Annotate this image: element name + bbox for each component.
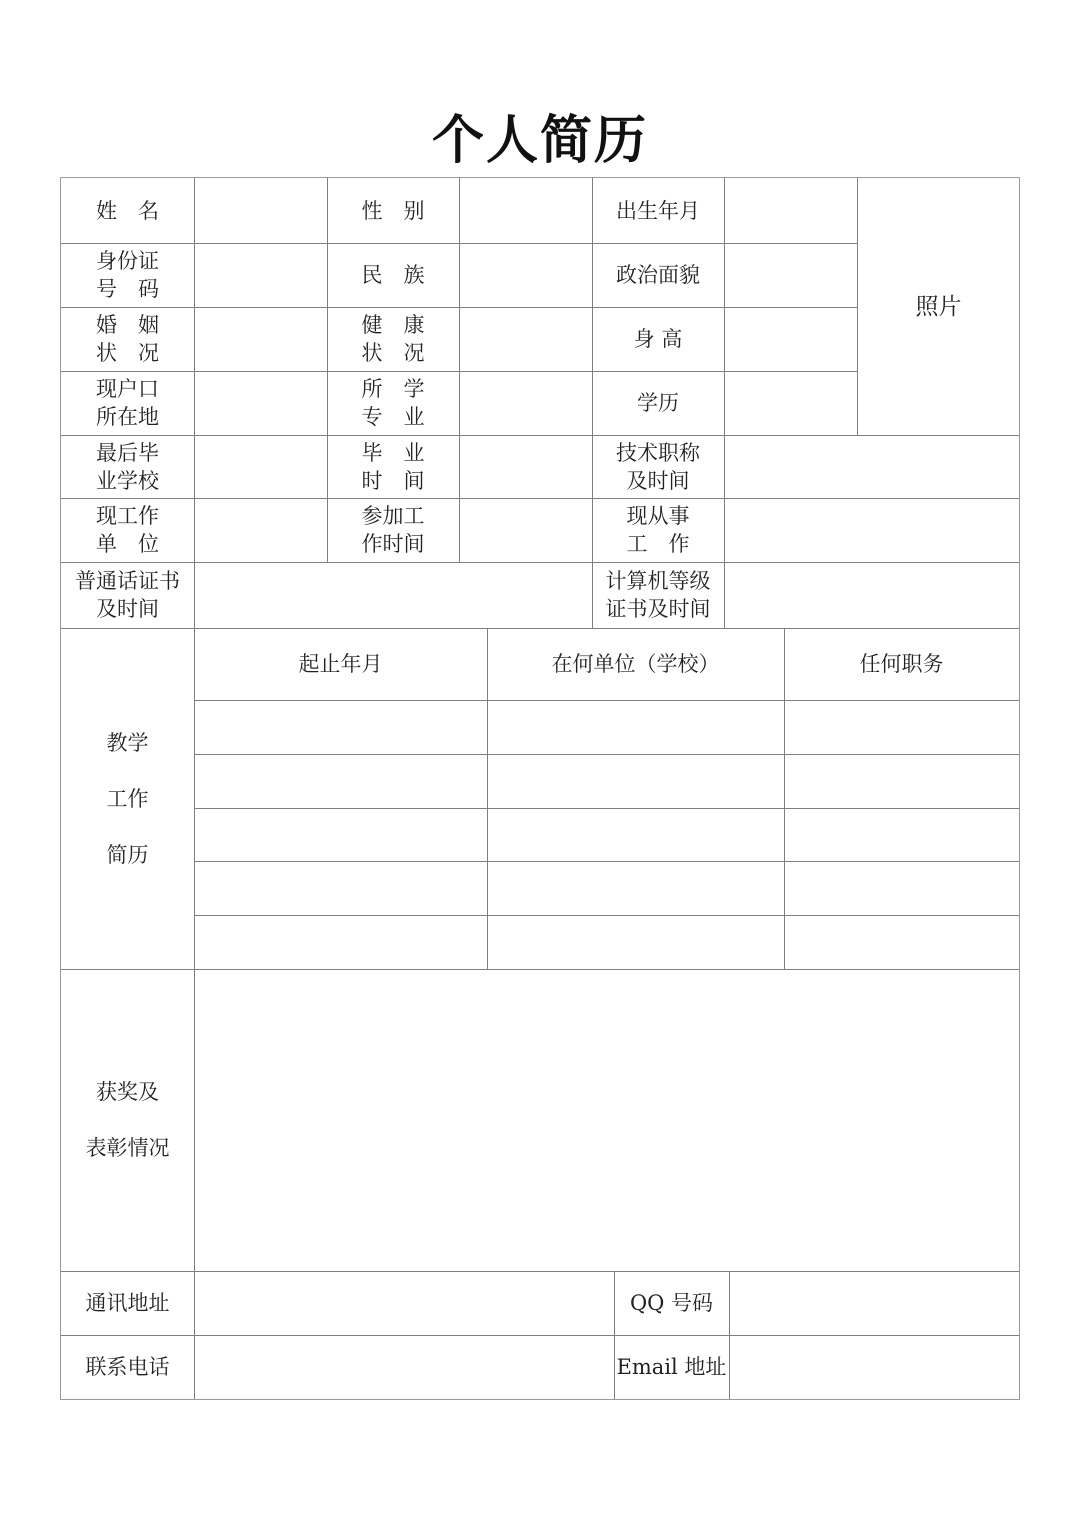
resume-form-table <box>60 177 1020 1400</box>
label-computer <box>592 562 724 628</box>
label-height: 身 高 <box>633 327 683 351</box>
label-work-history <box>61 628 194 969</box>
label-line: 及时间 <box>626 468 690 493</box>
label-line: 获奖及 <box>96 1080 159 1104</box>
label-line: 简历 <box>106 842 149 867</box>
label-tech-title <box>592 435 724 498</box>
label-birth: 出生年月 <box>616 198 700 223</box>
work-unit-field[interactable] <box>195 499 327 562</box>
label-line: 工作 <box>106 786 149 811</box>
label-line: 现从事 <box>626 504 690 528</box>
label-ethnicity: 民 族 <box>361 263 425 287</box>
label-line: 证书及时间 <box>605 597 711 621</box>
label-line: 教学 <box>106 730 149 755</box>
label-graduation <box>327 435 459 498</box>
label-line: 技术职称 <box>616 440 700 465</box>
name-field[interactable] <box>195 178 327 243</box>
label-line: 状 况 <box>361 341 425 365</box>
label-id-number <box>61 243 194 307</box>
history-period-cell[interactable] <box>195 916 487 969</box>
graduation-field[interactable] <box>460 436 592 498</box>
label-current-work <box>592 498 724 562</box>
label-name: 姓 名 <box>96 198 159 223</box>
label-household <box>61 371 194 435</box>
label-marital <box>61 307 194 371</box>
history-period-cell[interactable] <box>195 862 487 915</box>
history-unit-cell[interactable] <box>488 701 784 754</box>
label-mandarin <box>61 562 194 628</box>
awards-field[interactable] <box>195 970 1019 1271</box>
label-join-time <box>327 498 459 562</box>
history-position-cell[interactable] <box>785 916 1019 969</box>
label-line: 所在地 <box>96 405 159 429</box>
history-period-cell[interactable] <box>195 755 487 808</box>
label-line: 状 况 <box>96 341 159 365</box>
history-unit-cell[interactable] <box>488 862 784 915</box>
label-gender: 性 别 <box>361 198 425 223</box>
health-field[interactable] <box>460 308 592 371</box>
ethnicity-field[interactable] <box>460 244 592 307</box>
label-school <box>61 435 194 498</box>
page-title: 个人简历 <box>431 110 648 171</box>
history-period-cell[interactable] <box>195 809 487 861</box>
email-field[interactable] <box>730 1336 1019 1399</box>
label-address: 通讯地址 <box>85 1291 170 1315</box>
column-header-unit: 在何单位（学校） <box>551 652 720 676</box>
history-position-cell[interactable] <box>785 755 1019 808</box>
label-line: 毕 业 <box>361 440 425 465</box>
join-time-field[interactable] <box>460 499 592 562</box>
history-position-cell[interactable] <box>785 701 1019 754</box>
computer-field[interactable] <box>725 563 1019 628</box>
label-line: 普通话证书 <box>75 569 180 593</box>
marital-field[interactable] <box>195 308 327 371</box>
history-position-cell[interactable] <box>785 809 1019 861</box>
label-line: 单 位 <box>96 532 159 556</box>
qq-field[interactable] <box>730 1272 1019 1335</box>
mandarin-field[interactable] <box>195 563 592 628</box>
id-number-field[interactable] <box>195 244 327 307</box>
label-line: 时 间 <box>361 468 425 493</box>
address-field[interactable] <box>195 1272 614 1335</box>
label-line: 所 学 <box>361 377 425 401</box>
label-line: 婚 姻 <box>96 313 159 337</box>
column-header-position: 任何职务 <box>859 652 944 676</box>
label-health <box>327 307 459 371</box>
education-field[interactable] <box>725 372 857 435</box>
label-work-unit <box>61 498 194 562</box>
label-line: 及时间 <box>96 597 159 621</box>
school-field[interactable] <box>195 436 327 498</box>
height-field[interactable] <box>725 308 857 371</box>
history-unit-cell[interactable] <box>488 755 784 808</box>
label-line: 现工作 <box>96 504 159 528</box>
label-phone: 联系电话 <box>85 1355 170 1379</box>
label-line: 表彰情况 <box>85 1136 170 1160</box>
photo-placeholder[interactable]: 照片 <box>915 293 962 320</box>
birth-field[interactable] <box>725 178 857 243</box>
label-line: 参加工 <box>361 504 425 528</box>
history-unit-cell[interactable] <box>488 809 784 861</box>
history-unit-cell[interactable] <box>488 916 784 969</box>
history-position-cell[interactable] <box>785 862 1019 915</box>
label-line: 最后毕 <box>96 440 159 465</box>
label-qq: QQ 号码 <box>629 1291 714 1315</box>
column-header-period: 起止年月 <box>298 652 383 676</box>
label-email: Email 地址 <box>616 1355 727 1379</box>
label-line: 作时间 <box>361 532 425 556</box>
label-line: 现户口 <box>96 377 159 401</box>
gender-field[interactable] <box>460 178 592 243</box>
political-field[interactable] <box>725 244 857 307</box>
label-line: 专 业 <box>361 405 425 429</box>
label-major <box>327 371 459 435</box>
label-line: 健 康 <box>361 313 425 337</box>
label-awards <box>61 969 194 1271</box>
label-line: 号 码 <box>96 277 159 301</box>
household-field[interactable] <box>195 372 327 435</box>
major-field[interactable] <box>460 372 592 435</box>
history-period-cell[interactable] <box>195 701 487 754</box>
label-line: 身份证 <box>96 249 159 273</box>
label-line: 业学校 <box>96 468 159 493</box>
phone-field[interactable] <box>195 1336 614 1399</box>
label-political: 政治面貌 <box>616 263 700 287</box>
label-line: 计算机等级 <box>605 569 711 593</box>
tech-title-field[interactable] <box>725 436 1019 498</box>
current-work-field[interactable] <box>725 499 1019 562</box>
label-education: 学历 <box>637 391 679 415</box>
label-line: 工 作 <box>626 532 690 556</box>
